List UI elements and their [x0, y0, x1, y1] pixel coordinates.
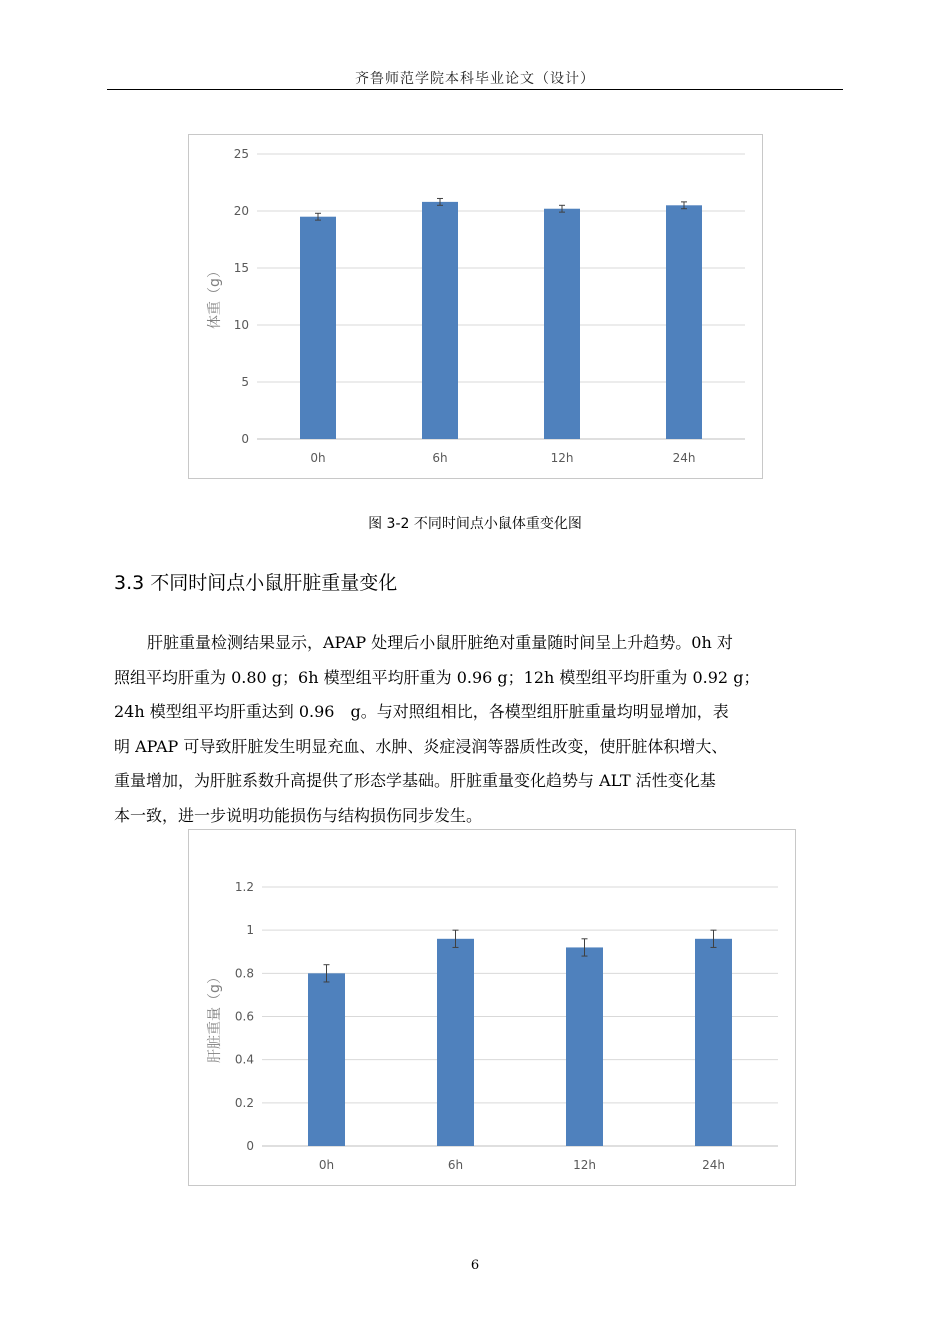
- y-tick-label: 1: [246, 923, 254, 938]
- page-number: 6: [470, 1258, 480, 1273]
- bar: [422, 202, 458, 439]
- paragraph-line: 照组平均肝重为 0.80 g；6h 模型组平均肝重为 0.96 g；12h 模型组平均肝重为 0.92 g；: [114, 667, 760, 687]
- y-tick-label: 1.2: [234, 880, 254, 894]
- header-rule: [107, 89, 843, 90]
- y-axis-label: 肝脏重量（g）: [207, 970, 223, 1063]
- x-tick-label: 12h: [550, 451, 574, 465]
- running-header: 齐鲁师范学院本科毕业论文（设计）: [355, 71, 595, 87]
- paragraph-line: 本一致，进一步说明功能损伤与结构损伤同步发生。: [114, 805, 483, 825]
- y-tick-label: 0.2: [234, 1095, 254, 1110]
- x-tick-label: 0h: [318, 1158, 335, 1172]
- x-tick-label: 6h: [432, 451, 448, 465]
- y-tick-label: 20: [233, 204, 249, 218]
- x-tick-label: 12h: [573, 1158, 596, 1172]
- y-tick-label: 0: [246, 1139, 254, 1153]
- x-tick-label: 24h: [672, 451, 696, 465]
- x-tick-label: 6h: [447, 1158, 464, 1172]
- bar: [308, 973, 345, 1146]
- bar: [300, 217, 336, 439]
- bar: [666, 205, 702, 439]
- y-tick-label: 15: [233, 261, 249, 275]
- paragraph-line: 明 APAP 可导致肝脏发生明显充血、水肿、炎症浸润等器质性改变，使肝脏体积增大、: [114, 736, 728, 756]
- y-axis-label: 体重（g）: [207, 264, 223, 329]
- y-tick-label: 25: [233, 147, 249, 161]
- y-tick-label: 0.4: [234, 1052, 254, 1067]
- bar: [695, 939, 732, 1146]
- paragraph-line: 重量增加，为肝脏系数升高提供了形态学基础。肝脏重量变化趋势与 ALT 活性变化基: [114, 771, 716, 790]
- y-tick-label: 0.6: [234, 1009, 254, 1024]
- y-tick-label: 0.8: [234, 966, 254, 981]
- body-paragraph: [114, 626, 842, 833]
- bar: [437, 939, 474, 1146]
- y-tick-label: 0: [241, 432, 249, 446]
- paragraph-line: 24h 模型组平均肝重达到 0.96 g。与对照组相比，各模型组肝脏重量均明显增加，表: [114, 702, 729, 721]
- paragraph-line: 肝脏重量检测结果显示，APAP 处理后小鼠肝脏绝对重量随时间呈上升趋势。0h 对: [147, 633, 733, 652]
- liver-weight-chart-svg: [189, 830, 795, 1185]
- body-weight-chart-svg: [189, 135, 762, 478]
- bar: [544, 209, 580, 439]
- liver-weight-chart: [188, 829, 796, 1186]
- x-tick-label: 24h: [702, 1158, 725, 1172]
- figure-3-2-caption: 图 3-2 不同时间点小鼠体重变化图: [368, 516, 582, 532]
- y-tick-label: 10: [233, 318, 249, 332]
- y-tick-label: 5: [241, 375, 249, 389]
- x-tick-label: 0h: [310, 451, 326, 465]
- section-title: 3.3 不同时间点小鼠肝脏重量变化: [114, 572, 398, 594]
- bar: [566, 947, 603, 1146]
- body-weight-chart: [188, 134, 763, 479]
